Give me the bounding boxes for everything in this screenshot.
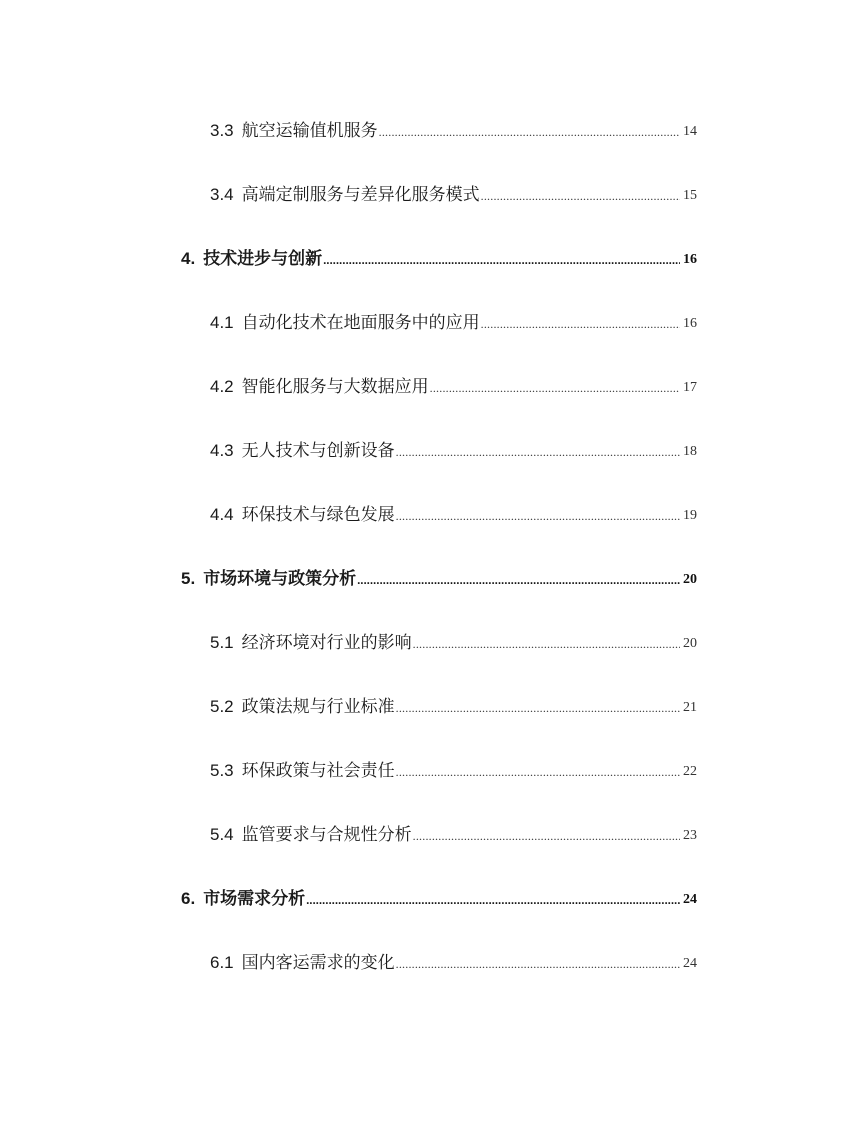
toc-entry-page: 22 (683, 764, 697, 779)
toc-entry-page: 18 (683, 444, 697, 459)
toc-entry[interactable] (210, 501, 697, 525)
toc-dot-leader (306, 888, 680, 908)
toc-entry[interactable] (210, 693, 697, 717)
toc-chapter-entry[interactable] (181, 565, 697, 589)
toc-entry-number: 5.4 (210, 825, 234, 844)
toc-entry-page: 24 (683, 892, 697, 907)
toc-entry-title: 环保政策与社会责任 (241, 761, 395, 780)
toc-entry-number: 4. (181, 249, 196, 268)
toc-entry-page: 20 (683, 572, 697, 587)
toc-entry-page: 17 (683, 380, 697, 395)
toc-dot-leader (481, 312, 680, 332)
toc-dot-leader (481, 184, 680, 204)
toc-dot-leader (430, 376, 680, 396)
toc-entry-title: 航空运输值机服务 (241, 121, 378, 140)
toc-entry[interactable] (210, 373, 697, 397)
toc-entry[interactable] (210, 437, 697, 461)
toc-entry-title: 自动化技术在地面服务中的应用 (241, 313, 480, 332)
toc-entry-title: 环保技术与绿色发展 (241, 505, 395, 524)
toc-dot-leader (396, 760, 680, 780)
toc-entry-number: 3.4 (210, 185, 234, 204)
toc-entry-page: 20 (683, 636, 697, 651)
toc-entry-page: 15 (683, 188, 697, 203)
toc-entry-number: 5. (181, 569, 196, 588)
toc-dot-leader (396, 696, 680, 716)
toc-entry[interactable] (210, 309, 697, 333)
toc-entry-page: 21 (683, 700, 697, 715)
toc-dot-leader (413, 824, 680, 844)
toc-dot-leader (357, 568, 680, 588)
toc-chapter-entry[interactable] (181, 245, 697, 269)
toc-entry[interactable] (210, 757, 697, 781)
toc-dot-leader (379, 120, 680, 140)
toc-entry-page: 16 (683, 252, 697, 267)
toc-dot-leader (413, 632, 680, 652)
toc-entry-title: 市场需求分析 (203, 889, 306, 908)
toc-entry-page: 14 (683, 124, 697, 139)
toc-entry-page: 19 (683, 508, 697, 523)
toc-entry-number: 4.4 (210, 505, 234, 524)
toc-entry-title: 政策法规与行业标准 (241, 697, 395, 716)
toc-entry-number: 4.3 (210, 441, 234, 460)
toc-dot-leader (323, 248, 680, 268)
toc-entry-page: 23 (683, 828, 697, 843)
toc-entry-title: 智能化服务与大数据应用 (241, 377, 429, 396)
toc-entry[interactable] (210, 949, 697, 973)
toc-entry-number: 3.3 (210, 121, 234, 140)
toc-entry-title: 国内客运需求的变化 (241, 953, 395, 972)
toc-entry[interactable] (210, 629, 697, 653)
toc-entry-number: 5.1 (210, 633, 234, 652)
toc-entry-title: 无人技术与创新设备 (241, 441, 395, 460)
toc-entry-page: 24 (683, 956, 697, 971)
toc-entry-title: 市场环境与政策分析 (203, 569, 357, 588)
toc-entry-title: 监管要求与合规性分析 (241, 825, 412, 844)
toc-entry-number: 5.2 (210, 697, 234, 716)
toc-entry-title: 经济环境对行业的影响 (241, 633, 412, 652)
toc-dot-leader (396, 952, 680, 972)
toc-entry-page: 16 (683, 316, 697, 331)
toc-dot-leader (396, 504, 680, 524)
toc-entry-number: 4.2 (210, 377, 234, 396)
toc-entry-number: 6.1 (210, 953, 234, 972)
toc-entry-number: 4.1 (210, 313, 234, 332)
toc-entry-number: 6. (181, 889, 196, 908)
toc-chapter-entry[interactable] (181, 885, 697, 909)
toc-dot-leader (396, 440, 680, 460)
toc-entry-title: 高端定制服务与差异化服务模式 (241, 185, 480, 204)
toc-entry[interactable] (210, 821, 697, 845)
toc-entry[interactable] (210, 117, 697, 141)
toc-entry-title: 技术进步与创新 (203, 249, 323, 268)
toc-entry-number: 5.3 (210, 761, 234, 780)
toc-entry[interactable] (210, 181, 697, 205)
